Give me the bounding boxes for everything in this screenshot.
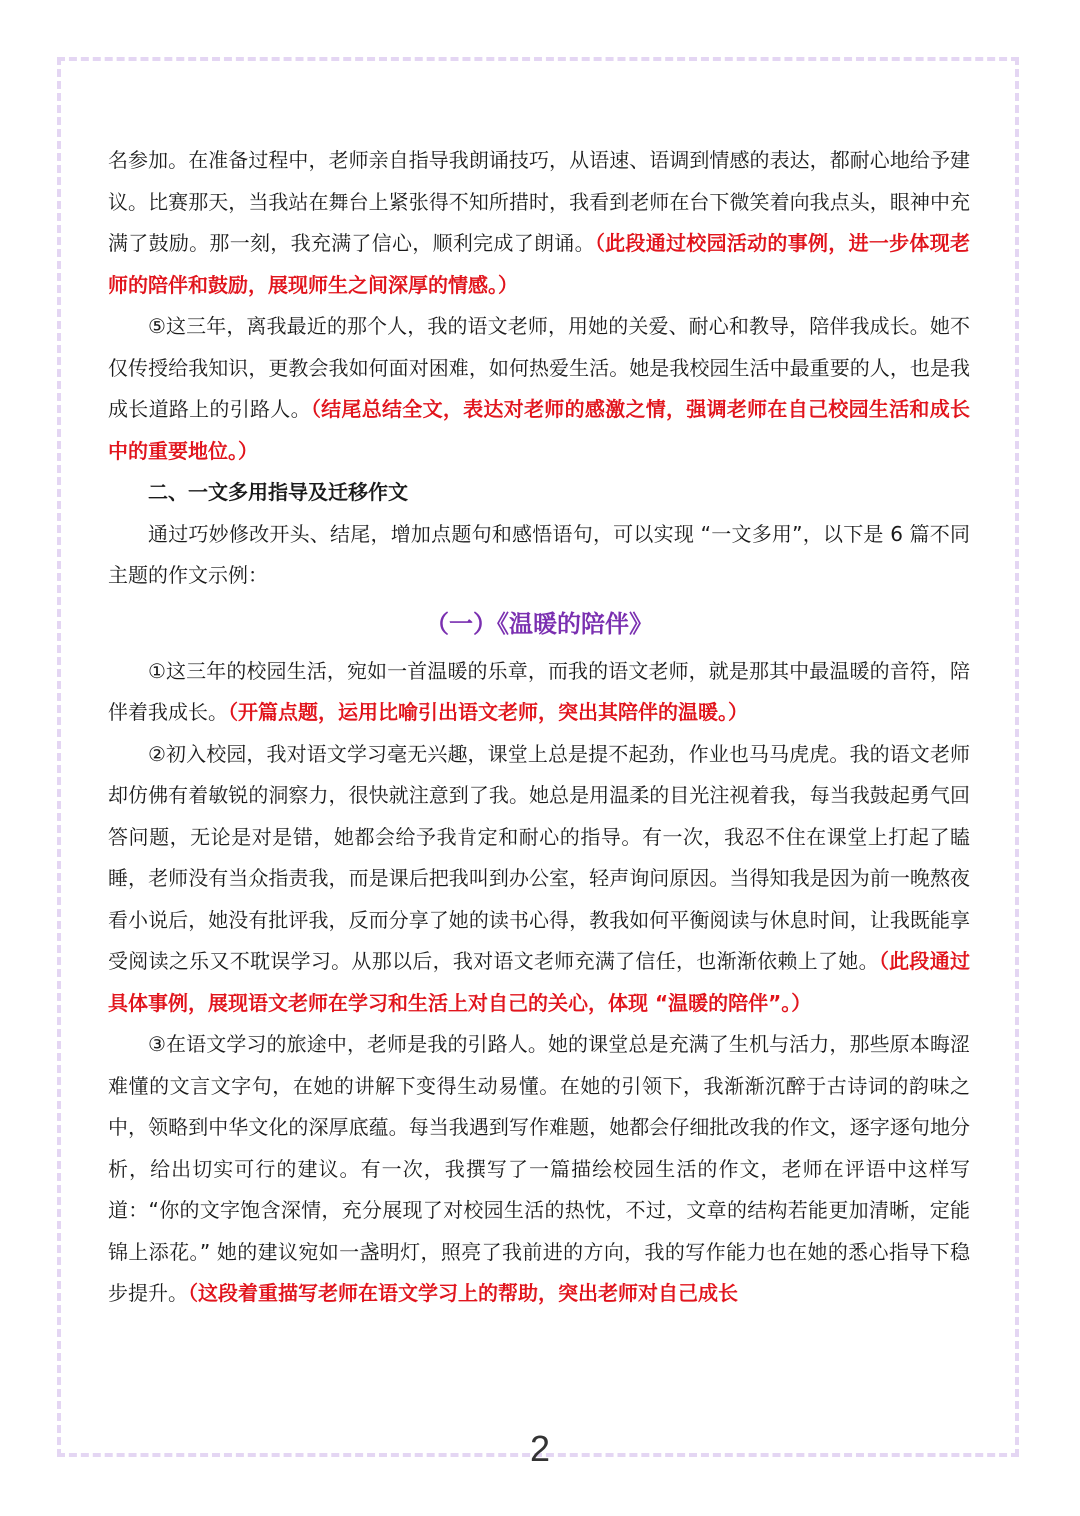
- essay-paragraph-2: ②初入校园，我对语文学习毫无兴趣，课堂上总是提不起劲，作业也马马虎虎。我的语文老师却仿佛有着敏锐的洞察力，很快就注意到了我。她总是用温柔的目光注视着我，每当我鼓起勇气回答问题，无论是对是错，她都会给予我肯定和耐心的指导。有一次，我忍不住在课堂上打起了瞌睡，老师没有当众指责我，而是课后把我叫到办公室，轻声询问原因。当得知我是因为前一晚熬夜看小说后，她没有批评我，反而分享了她的读书心得，教我如何平衡阅读与休息时间，让我既能享受阅读之乐又不耽误学习。从那以后，我对语文老师充满了信任，也渐渐依赖上了她。（此段通过具体事例，展现语文老师在学习和生活上对自己的关心，体现 “温暖的陪伴”。）: [108, 741, 971, 1015]
- page-number: 2: [529, 1428, 551, 1469]
- paragraph-1: 名参加。在准备过程中，老师亲自指导我朗诵技巧，从语速、语调到情感的表达，都耐心地给予建议。比赛那天，当我站在舞台上紧张得不知所措时，我看到老师在台下微笑着向我点头，眼神中充满了鼓励。那一刻，我充满了信心，顺利完成了朗诵。（此段通过校园活动的事例，进一步体现老师的陪伴和鼓励，展现师生之间深厚的情感。）: [108, 148, 971, 297]
- essay-paragraph-1: ①这三年的校园生活，宛如一首温暖的乐章，而我的语文老师，就是那其中最温暖的音符，陪伴着我成长。（开篇点题，运用比喻引出语文老师，突出其陪伴的温暖。）: [108, 658, 970, 724]
- essay-paragraph-3: ③在语文学习的旅途中，老师是我的引路人。她的课堂总是充满了生机与活力，那些原本晦涩难懂的文言文字句，在她的讲解下变得生动易懂。在她的引领下，我渐渐沉醉于古诗词的韵味之中，领略到中华文化的深厚底蕴。每当我遇到写作难题，她都会仔细批改我的作文，逐字逐句地分析，给出切实可行的建议。有一次，我撰写了一篇描绘校园生活的作文，老师在评语中这样写道：“你的文字饱含深情，充分展现了对校园生活的热忱，不过，文章的结构若能更加清晰，定能锦上添花。” 她的建议宛如一盏明灯，照亮了我前进的方向，我的写作能力也在她的悉心指导下稳步提升。（这段着重描写老师在语文学习上的帮助，突出老师对自己成长: [108, 1032, 970, 1305]
- annotation-note: （此段通过校园活动的事例，进一步体现老师的陪伴和鼓励，展现师生之间深厚的情感。）: [108, 231, 971, 297]
- section-heading: 二、一文多用指导及迁移作文: [148, 480, 408, 504]
- annotation-note: （这段着重描写老师在语文学习上的帮助，突出老师对自己成长: [188, 1281, 738, 1305]
- document-body: [108, 140, 970, 1315]
- annotation-note: （结尾总结全文，表达对老师的感激之情，强调老师在自己校园生活和成长中的重要地位。）: [108, 397, 971, 463]
- essay-title: （一）《温暖的陪伴》: [425, 609, 653, 638]
- intro-paragraph: 通过巧妙修改开头、结尾，增加点题句和感悟语句，可以实现 “一文多用”，以下是 6 篇不同主题的作文示例：: [108, 521, 970, 587]
- paragraph-2: ⑤这三年，离我最近的那个人，我的语文老师，用她的关爱、耐心和教导，陪伴我成长。她不仅传授给我知识，更教会我如何面对困难，如何热爱生活。她是我校园生活中最重要的人，也是我成长道路上的引路人。（结尾总结全文，表达对老师的感激之情，强调老师在自己校园生活和成长中的重要地位。）: [108, 314, 971, 463]
- annotation-note: （开篇点题，运用比喻引出语文老师，突出其陪伴的温暖。）: [228, 700, 748, 724]
- annotation-note: （此段通过具体事例，展现语文老师在学习和生活上对自己的关心，体现 “温暖的陪伴”。）: [108, 949, 971, 1015]
